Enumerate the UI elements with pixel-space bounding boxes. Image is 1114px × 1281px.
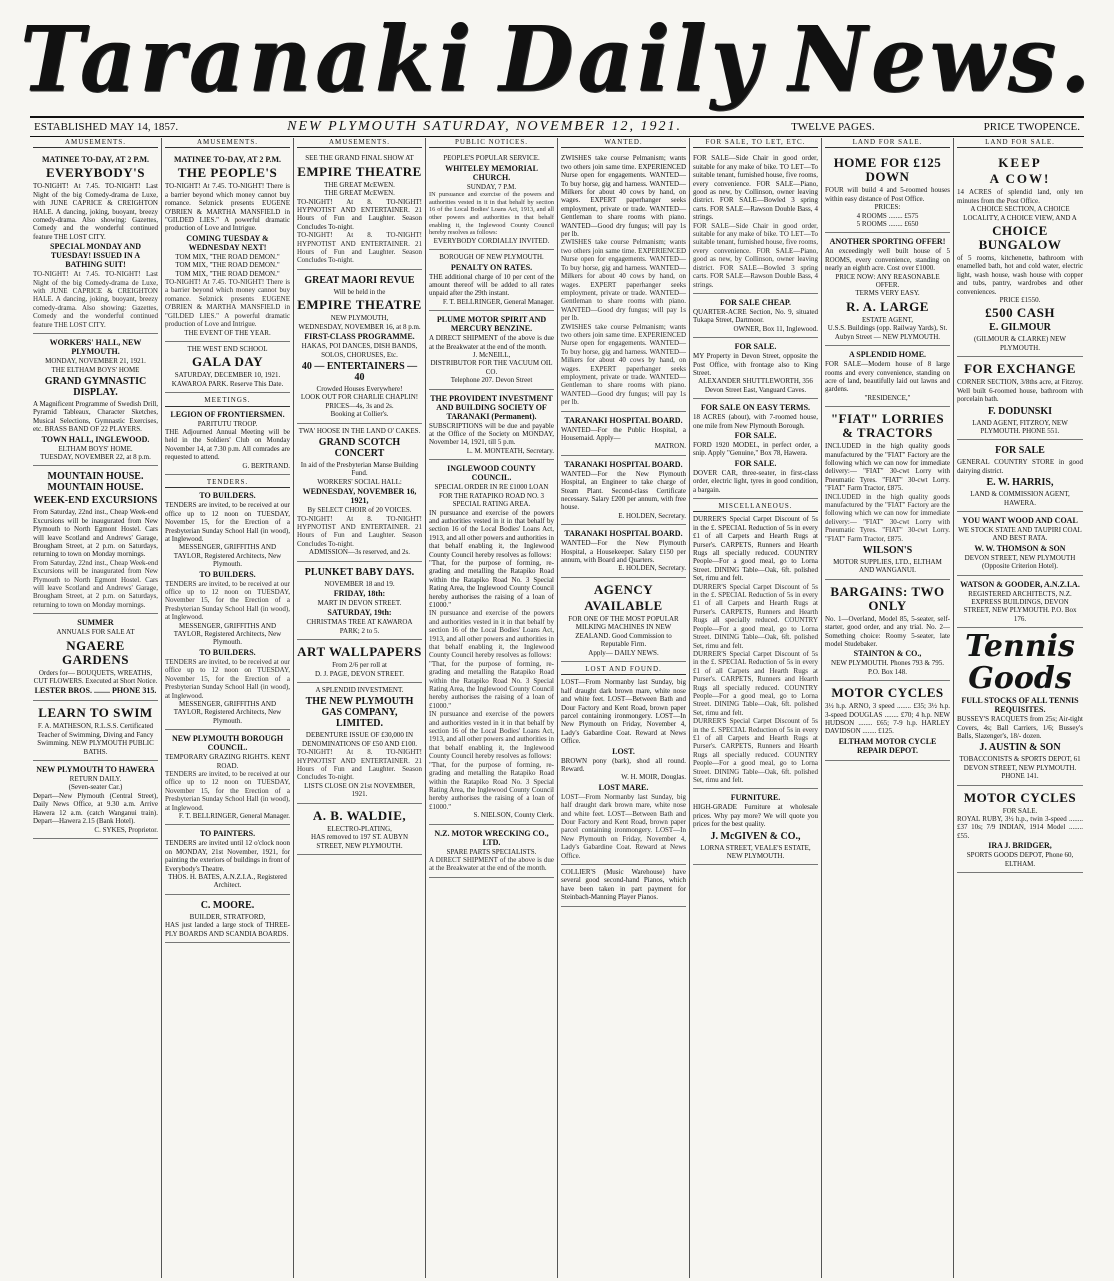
column-heading: LAND FOR SALE. — [957, 138, 1083, 148]
columns — [30, 138, 1090, 1278]
column-5 — [558, 138, 690, 1278]
column-heading: PUBLIC NOTICES. — [429, 138, 554, 148]
painters-notice: TO PAINTERS. TENDERS are invited until 12 o'clock noon on MONDAY, 21st November, 1921, for painting the exteriors of buildings in front of Everybody's Theatre. THOS. H. BATES, A.N.Z.I.A., Registered Architect. — [165, 825, 290, 894]
sale-cheap: FOR SALE CHEAP. QUARTER-ACRE Section, No. 9, situated Tukapa Street, Dartmoor. OWNER, Box 11, Inglewood. — [693, 294, 818, 338]
maori-revue-ad: GREAT MAORI REVUE Will be held in the EMPIRE THEATRE NEW PLYMOUTH, WEDNESDAY, NOVEMBER 16, at 8 p.m. FIRST-CLASS PROGRAMME. HAKAS, POI DANCES, DISH BANDS, SOLOS, CHORUSES, Etc. 40 — ENTERTAINERS — 40 Crowded Houses Everywhere! LOOK OUT FOR CHARLIE CHAPLIN! PRICES—4s, 3s and 2s. Booking at Collier's. — [297, 270, 422, 424]
page-count: TWELVE PAGES. — [791, 121, 875, 133]
splendid-home: A SPLENDID HOME. FOR SALE—Modern house of 8 large rooms and every convenience, standing on acre of land, beautifully laid out lawns and gardens. "RESIDENCE," — [825, 346, 950, 407]
masthead-word-2: Daily — [498, 6, 765, 113]
devon-property: FOR SALE. MY Property in Devon Street, opposite the Post Office, with frontage also to King Street. ALEXANDER SHUTTLEWORTH, 356 Devon Street East, Vanguard Caves. — [693, 338, 818, 399]
hospital-notice-2: TARANAKI HOSPITAL BOARD. WANTED—For the New Plymouth Hospital, an Engineer to take charge of Steam Plant. Second-class Certificate necessary. Salary £200 per annum, with free house. E. HOLDEN, Secretary. — [561, 456, 686, 525]
peoples-ad: MATINEE TO-DAY, AT 2 P.M. THE PEOPLE'S TO-NIGHT! At 7.45. TO-NIGHT! There is a barrier beyond which money cannot buy romance. Selznick presents EUGENE O'BRIEN & MARTHA MANSFIELD in "GILDED LIES." A powerful dramatic production of Love and Intrigue. COMING TUESDAY & WEDNESDAY NEXT! TOM MIX, "THE ROAD DEMON." TOM MIX, "THE ROAD DEMON." TOM MIX, "THE ROAD DEMON." TO-NIGHT! At 7.45. TO-NIGHT! There is a barrier beyond which money cannot buy romance. Selznick presents EUGENE O'BRIEN & MARTHA MANSFIELD in "GILDED LIES." A powerful dramatic production of Love and Intrigue. THE EVENT OF THE YEAR. — [165, 151, 290, 342]
county-council-notice: INGLEWOOD COUNTY COUNCIL. SPECIAL ORDER IN RE £1000 LOAN FOR THE RATAPIKO ROAD NO. 3 SPECIAL RATING AREA. IN pursuance and exercise of the powers and authorities vested in it in that behalf by section 16 of the Local Bodies' Loans Act, 1913, and all other powers and authorities in that behalf enabling it, the Inglewood County Council hereby resolves as follows: "That, for the purpose of forming, re-grading and metalling the Ratapiko Road within the Ratapiko Road No. 3 Special Rating Area, the Inglewood County Council hereby authorises the raising of a loan of £1000." IN pursuance and exercise of the powers and authorities vested in it in that behalf by section 16 of the Local Bodies' Loans Act, 1913, and all other powers and authorities in that behalf enabling it, the Inglewood County Council hereby resolves as follows: "That, for the purpose of forming, re-grading and metalling the Ratapiko Road within the Ratapiko Road No. 3 Special Rating Area, the Inglewood County Council hereby authorises the raising of a loan of £1000." IN pursuance and exercise of the powers and authorities vested in it in that behalf by section 16 of the Local Bodies' Loans Act, 1913, and all other powers and authorities in that behalf enabling it, the Inglewood County Council hereby resolves as follows: "That, for the purpose of forming, re-grading and metalling the Ratapiko Road within the Ratapiko Road No. 3 Special Rating Area, the Inglewood County Council hereby authorises the raising of a loan of £1000." S. NIELSON, County Clerk. — [429, 460, 554, 824]
moore-builder-ad: C. MOORE. BUILDER, STRATFORD, HAS just landed a large stock of THREE-PLY BOARDS AND SCANDIA BOARDS. — [165, 895, 290, 943]
everybodys-ad: MATINEE TO-DAY, AT 2 P.M. EVERYBODY'S TO-NIGHT! At 7.45. TO-NIGHT! Last Night of the big Comedy-drama de Luxe, with JUNE CAPRICE & CREIGHTON HALE. A dancing, joking, buoyant, breezy comedy-drama. Also showing: Gazettes, Comedy and the wonderful continued feature THE LOST CITY. SPECIAL MONDAY AND TUESDAY! ISSUED IN A BATHING SUIT! TO-NIGHT! At 7.45. TO-NIGHT! Last Night of the big Comedy-drama de Luxe, with JUNE CAPRICE & CREIGHTON HALE. A dancing, joking, buoyant, breezy comedy-drama. Also showing: Gazettes, Comedy and the wonderful continued feature THE LOST CITY. — [33, 151, 158, 334]
column-heading: AMUSEMENTS. — [297, 138, 422, 148]
column-heading: WANTED. — [561, 138, 686, 148]
established: ESTABLISHED MAY 14, 1857. — [34, 121, 179, 133]
dateline — [30, 116, 1084, 137]
column-1 — [30, 138, 162, 1278]
miscellaneous: MISCELLANEOUS. DURRER'S Special Carpet Discount of 5s in the £. SPECIAL Reduction of 5s in every £1 of all Carpets and Hearth Rugs at Purser's. CARPETS, Runners and Hearth Rugs all specially reduced. COUNTRY People—For a good meal, go to Lorna Street. DINING Table—Oak, 6ft. polished Set, rimu and felt. DURRER'S Special Carpet Discount of 5s in the £. SPECIAL Reduction of 5s in every £1 of all Carpets and Hearth Rugs at Purser's. CARPETS, Runners and Hearth Rugs all specially reduced. COUNTRY People—For a good meal, go to Lorna Street. DINING Table—Oak, 6ft. polished Set, rimu and felt. DURRER'S Special Carpet Discount of 5s in the £. SPECIAL Reduction of 5s in every £1 of all Carpets and Hearth Rugs at Purser's. CARPETS, Runners and Hearth Rugs all specially reduced. COUNTRY People—For a good meal, go to Lorna Street. DINING Table—Oak, 6ft. polished Set, rimu and felt. DURRER'S Special Carpet Discount of 5s in the £. SPECIAL Reduction of 5s in every £1 of all Carpets and Hearth Rugs at Purser's. CARPETS, Runners and Hearth Rugs all specially reduced. COUNTRY People—For a good meal, go to Lorna Street. DINING Table—Oak, 6ft. polished Set, rimu and felt. — [693, 499, 818, 789]
hospital-notice-3: TARANAKI HOSPITAL BOARD. WANTED—For the New Plymouth Hospital, a Housekeeper. Salary £150 per annum, with Board and Quarters. E. HOLDEN, Secretary. — [561, 525, 686, 578]
agency-ad: AGENCY AVAILABLE FOR ONE OF THE MOST POPULAR MILKING MACHINES IN NEW ZEALAND. Good Commission to Reputable Firm. Apply— DAILY NEWS. — [561, 578, 686, 662]
column-heading: AMUSEMENTS. — [33, 138, 158, 148]
wanted-classifieds: ZWISHES take course Pelmanism; wants two others join same time. EXPERIENCED Nurse open for engagements. WANTED—To buy horse, gig and harness. WANTED—Milkers for about 40 cows by hand, on wages. EXPERT paperhanger seeks employment, private or trade. WANTED—Gentleman to share rooms with piano. WANTED—Good dry fungus; will pay 1s per lb. ZWISHES take course Pelmanism; wants two others join same time. EXPERIENCED Nurse open for engagements. WANTED—To buy horse, gig and harness. WANTED—Milkers for about 40 cows by hand, on wages. EXPERT paperhanger seeks employment, private or trade. WANTED—Gentleman to share rooms with piano. WANTED—Good dry fungus; will pay 1s per lb. ZWISHES take course Pelmanism; wants two others join same time. EXPERIENCED Nurse open for engagements. WANTED—To buy horse, gig and harness. WANTED—Milkers for about 40 cows by hand, on wages. EXPERT paperhanger seeks employment, private or trade. WANTED—Gentleman to share rooms with piano. WANTED—Good dry fungus; will pay 1s per lb. — [561, 151, 686, 411]
sale-classifieds: FOR SALE—Side Chair in good order, suitable for any make of bike. TO LET—To suitable tenant, furnished house, five rooms, every convenience. FOR SALE—Piano, good as new, by Collinson, owner leaving district. FOR SALE—Bowled 3 spring carts. FOR SALE—Rawson Double Bass, 4 strings. FOR SALE—Side Chair in good order, suitable for any make of bike. TO LET—To suitable tenant, furnished house, five rooms, every convenience. FOR SALE—Piano, good as new, by Collinson, owner leaving district. FOR SALE—Bowled 3 spring carts. FOR SALE—Rawson Double Bass, 4 strings. — [693, 151, 818, 294]
motor-cycles-ad: MOTOR CYCLES 3½ h.p. ARNO, 3 speed ........ £35; 3½ h.p. 3-speed DOUGLAS ........ £70; 4 h.p. NEW HUDSON ........ £65; 7-9 h.p. HARLEY DAVIDSON ........ £125. ELTHAM MOTOR CYCLE REPAIR DEPOT. — [825, 681, 950, 761]
column-7 — [822, 138, 954, 1278]
motor-cycles-ad-2: MOTOR CYCLES FOR SALE. ROYAL RUBY, 3½ h.p., twin 3-speed ........ £37 10s; 7/9 INDIAN, 1914 Model ........ £55. IRA J. BRIDGER, SPORTS GOODS DEPOT, Phone 60, ELTHAM. — [957, 786, 1083, 873]
rates-notice: BOROUGH OF NEW PLYMOUTH. PENALTY ON RATES. THE additional charge of 10 per cent of the amount thereof will be added to all rates unpaid after the 29th instant. F. T. BELLRINGER, General Manager. — [429, 250, 554, 311]
borough-grazing-notice: NEW PLYMOUTH BOROUGH COUNCIL. TEMPORARY GRAZING RIGHTS. KENT ROAD. TENDERS are invited, to be received at our office up to 12 noon on TUESDAY, November 15, for the Erection of a Presbyterian Sunday School Hall (in wood), at Inglewood. F. T. BELLRINGER, General Manager. — [165, 730, 290, 825]
masthead-word-3: News. — [788, 6, 1094, 113]
hospital-notice-1: TARANAKI HOSPITAL BOARD. WANTED—For the Public Hospital, a Housemaid. Apply— MATRON. — [561, 412, 686, 456]
lost-and-found: LOST AND FOUND. LOST—From Normanby last Sunday, big half draught dark brown mare, white nose and white feet. LOST—Between Bath and Dour Factory and Kent Road, brown paper parcel containing ironmongery. LOST—In New Plymouth on Friday, November 4, Lady's Gabardine Coat. Reward at News Office. LOST. BROWN pony (bark), shod all round. Reward. W. H. MOIR, Douglas. LOST MARE. LOST—From Normanby last Sunday, big half draught dark brown mare, white nose and white feet. LOST—Between Bath and Dour Factory and Kent Road, brown paper parcel containing ironmongery. LOST—In New Plymouth on Friday, November 4, Lady's Gabardine Coat. Reward at News Office. — [561, 662, 686, 865]
scotch-concert-ad: TWA' HOOSE IN THE LAND O' CAKES. GRAND SCOTCH CONCERT In aid of the Presbyterian Manse Building Fund. WORKERS' SOCIAL HALL: WEDNESDAY, NOVEMBER 16, 1921, By SELECT CHOIR of 20 VOICES. TO-NIGHT! At 8. TO-NIGHT! HYPNOTIST AND ENTERTAINER. 21 Hours of Fun and Laughter. Season Concludes To-night. ADMISSION—3s reserved, and 2s. — [297, 424, 422, 562]
column-8 — [954, 138, 1086, 1278]
column-6 — [690, 138, 822, 1278]
gymnastic-ad: WORKERS' HALL, NEW PLYMOUTH. MONDAY, NOVEMBER 21, 1921. THE ELTHAM BOYS' HOME GRAND GYMNASTIC DISPLAY. A Magnificent Programme of Swedish Drill, Pyramid Tableaux, Character Sketches, Musical Selections, Gymnastic Exercises, etc. BRASS BAND OF 22 PLAYERS. TOWN HALL, INGLEWOOD. ELTHAM BOYS' HOME. TUESDAY, NOVEMBER 22, at 8 p.m. — [33, 334, 158, 466]
tenders-notice: TENDERS. TO BUILDERS. TENDERS are invited, to be received at our office up to 12 noon on TUESDAY, November 15, for the Erection of a Presbyterian Sunday School Hall (in wood), at Inglewood. MESSENGER, GRIFFITHS AND TAYLOR, Registered Architects, New Plymouth. TO BUILDERS. TENDERS are invited, to be received at our office up to 12 noon on TUESDAY, November 15, for the Erection of a Presbyterian Sunday School Hall (in wood), at Inglewood. MESSENGER, GRIFFITHS AND TAYLOR, Registered Architects, New Plymouth. TO BUILDERS. TENDERS are invited, to be received at our office up to 12 noon on TUESDAY, November 15, for the Erection of a Presbyterian Sunday School Hall (in wood), at Inglewood. MESSENGER, GRIFFITHS AND TAYLOR, Registered Architects, New Plymouth. — [165, 475, 290, 730]
column-3 — [294, 138, 426, 1278]
masthead-word-1: Taranaki — [20, 6, 476, 113]
keep-a-cow-ad: KEEP A COW! 14 ACRES of splendid land, only ten minutes from the Post Office. A CHOICE SECTION, A CHOICE LOCALITY, A CHOICE VIEW, AND A CHOICE BUNGALOW of 5 rooms, kitchenette, bathroom with enamelled bath, hot and cold water, electric light, wash house, wash house with copper and tubs, pantry, wardrobes and other conveniences. PRICE £1550. £500 CASH E. GILMOUR (GILMOUR & CLARKE) NEW PLYMOUTH. — [957, 151, 1083, 357]
art-wallpapers-ad: ART WALLPAPERS From 2/6 per roll at D. J. PAGE, DEVON STREET. — [297, 640, 422, 683]
ngaere-gardens-ad: SUMMER ANNUALS FOR SALE AT NGAERE GARDENS Orders for— BOUQUETS, WREATHS, CUT FLOWERS. Executed at Short Notice. LESTER BROS. ........ PHONE 315. — [33, 614, 158, 701]
price: PRICE TWOPENCE. — [983, 121, 1080, 133]
empire-mcewen-ad: SEE THE GRAND FINAL SHOW AT EMPIRE THEATRE THE GREAT McEWEN. THE GREAT McEWEN. TO-NIGHT! At 8. TO-NIGHT! HYPNOTIST AND ENTERTAINER. 21 Hours of Fun and Laughter. Season Concludes To-night. TO-NIGHT! At 8. TO-NIGHT! HYPNOTIST AND ENTERTAINER. 21 Hours of Fun and Laughter. Season Concludes To-night. — [297, 151, 422, 269]
plunket-ad: PLUNKET BABY DAYS. NOVEMBER 18 and 19. FRIDAY, 18th: MART IN DEVON STREET. SATURDAY, 19th: CHRISTMAS TREE AT KAWAROA PARK; 2 to 5. — [297, 562, 422, 641]
swim-ad: LEARN TO SWIM F. A. MATHESON, R.L.S.S. Certificated Teacher of Swimming, Diving and Fancy Swimming. NEW PLYMOUTH PUBLIC BATHS. — [33, 701, 158, 761]
meetings-notice: MEETINGS. LEGION OF FRONTIERSMEN. PARITUTU TROOP. THE Adjourned Annual Meeting will be held in the Soldiers' Club on Monday November 14, at 7.30 p.m. All comrades are requested to attend. G. BERTRAND. — [165, 393, 290, 475]
hawera-service-ad: NEW PLYMOUTH TO HAWERA RETURN DAILY. (Seven-seater Car.) Depart—New Plymouth (Central Street), Daily News Office, at 9.30 a.m. Arrive Hawera 12 a.m. (catch Wanganui train). Depart—Hawera 2.15 (Bank Hotel). C. SYKES, Proprietor. — [33, 761, 158, 839]
watson-architects-ad: WATSON & GOODER, A.N.Z.I.A. REGISTERED ARCHITECTS, N.Z. EXPRESS BUILDINGS, DEVON STREET, NEW PLYMOUTH. P.O. Box 176. — [957, 576, 1083, 629]
provident-notice: THE PROVIDENT INVESTMENT AND BUILDING SOCIETY OF TARANAKI (Permanent). SUBSCRIPTIONS will be due and payable at the Office of the Society on MONDAY, November 14, 1921, till 5 p.m. L. M. MONTEATH, Secretary. — [429, 390, 554, 461]
mountain-house-ad: MOUNTAIN HOUSE. MOUNTAIN HOUSE. WEEK-END EXCURSIONS From Saturday, 22nd inst., Cheap Week-end Excursions will be inaugurated from New Plymouth to North Egmont Hostel. Cars will leave Scotland and Andrews' Garage, Brougham Street, at 2 p.m. on Saturdays, returning to town on Monday mornings. From Saturday, 22nd inst., Cheap Week-end Excursions will be inaugurated from New Plymouth to North Egmont Hostel. Cars will leave Scotland and Andrews' Garage, Brougham Street, at 2 p.m. on Saturdays, returning to town on Monday mornings. — [33, 466, 158, 614]
gala-day-ad: THE WEST END SCHOOL GALA DAY SATURDAY, DECEMBER 10, 1921. KAWAROA PARK. Reserve This Date. — [165, 342, 290, 393]
fiat-ad: "FIAT" LORRIES & TRACTORS INCLUDED in the high quality goods manufactured by the "FIAT" Factory are the following which we can now for immediate delivery:— "FIAT" 30-cwt Lorry with Pneumatic Tyres. "FIAT" 30-cwt Lorry. "FIAT" Farm Tractor, £875. INCLUDED in the high quality goods manufactured by the "FIAT" Factory are the following which we can now for immediate delivery:— "FIAT" 30-cwt Lorry with Pneumatic Tyres. "FIAT" 30-cwt Lorry. "FIAT" Farm Tractor, £875. WILSON'S MOTOR SUPPLIES, LTD., ELTHAM AND WANGANUI. — [825, 407, 950, 580]
wood-coal-ad: YOU WANT WOOD AND COAL WE STOCK STATE AND TAUPIRI COAL AND BEST RATA. W. W. THOMSON & SON DEVON STREET, NEW PLYMOUTH (Opposite Criterion Hotel). — [957, 512, 1083, 576]
column-heading: FOR SALE, TO LET, ETC. — [693, 138, 818, 148]
column-2 — [162, 138, 294, 1278]
motor-wrecking-ad: N.Z. MOTOR WRECKING CO., LTD. SPARE PARTS SPECIALISTS. A DIRECT SHIPMENT of the above is due at the Breakwater at the end of the month. — [429, 825, 554, 878]
waldie-ad: A. B. WALDIE, ELECTRO-PLATING, HAS removed to 197 ST. AUBYN STREET, NEW PLYMOUTH. — [297, 804, 422, 855]
church-notice: PEOPLE'S POPULAR SERVICE. WHITELEY MEMORIAL CHURCH. SUNDAY, 7 P.M. IN pursuance and exercise of the powers and authorities vested in it in that behalf by section 16 of the Local Bodies' Loans Act, 1913, and all other powers and authorities in that behalf enabling it, the Inglewood County Council hereby resolves as follows: EVERYBODY CORDIALLY INVITED. — [429, 151, 554, 250]
issue-date: NEW PLYMOUTH SATURDAY, NOVEMBER 12, 1921. — [287, 119, 683, 134]
masthead — [0, 0, 1114, 120]
sporting-offer: ANOTHER SPORTING OFFER! An exceedingly well built house of 5 ROOMS, every convenience, standing on nearly an eighth acre. Cost over £1000. PRICE NOW: ANY REASONABLE OFFER. TERMS VERY EASY. R. A. LARGE ESTATE AGENT, U.S.S. Buildings (opp. Railway Yards), St. Aubyn Street — NEW PLYMOUTH. — [825, 233, 950, 346]
tennis-goods-ad: Tennis Goods FULL STOCKS OF ALL TENNIS REQUISITES. BUSSEY'S RACQUETS from 25s; Air-tight Covers, 4s; Ball Carriers, 1/6; Bussey's Balls, Slazenger's, 18/- dozen. J. AUSTIN & SON TOBACCONISTS & SPORTS DEPOT, 61 DEVON STREET, NEW PLYMOUTH. PHONE 141. — [957, 628, 1083, 785]
column-heading: LAND FOR SALE. — [825, 138, 950, 148]
column-4 — [426, 138, 558, 1278]
furniture-ad: FURNITURE. HIGH-GRADE Furniture at wholesale prices. Why pay more? We will quote you prices for the best quality. J. McGIVEN & CO., LORNA STREET, VEALE'S ESTATE, NEW PLYMOUTH. — [693, 789, 818, 865]
column-heading: AMUSEMENTS. — [165, 138, 290, 148]
plume-ad: PLUME MOTOR SPIRIT AND MERCURY BENZINE. A DIRECT SHIPMENT of the above is due at the Breakwater at the end of the month. J. McNEILL, DISTRIBUTOR FOR THE VACUUM OIL CO. Telephone 207. Devon Street — [429, 311, 554, 389]
bargains-ad: BARGAINS: TWO ONLY No. 1—Overland, Model 85, 5-seater, self-starter, good order, and any trial. No. 2—Something choice: Roomy 5-seater, late model Studebaker. STAINTON & CO., NEW PLYMOUTH. Phones 793 & 795. P.O. Box 148. — [825, 580, 950, 681]
collier-ad: COLLIER'S (Music Warehouse) have several good second-hand Pianos, which have been taken in part payment for Steinbach-Manning Player Pianos. — [561, 865, 686, 907]
country-store-ad: FOR SALE GENERAL COUNTRY STORE in good dairying district. E. W. HARRIS, LAND & COMMISSION AGENT, HAWERA. — [957, 440, 1083, 512]
easy-terms: FOR SALE ON EASY TERMS. 18 ACRES (about), with 7-roomed house, one mile from New Plymouth Borough. FOR SALE. FORD 1920 MODEL, in perfect order, a snip. Apply "Genuine," Box 78, Hawera. FOR SALE. DOVER CAR, three-seater, in first-class order, electric light, tyres in good condition, a bargain. — [693, 399, 818, 499]
home-offer: HOME FOR £125 DOWN FOUR will build 4 and 5-roomed houses within easy distance of Post Office. PRICES: 4 ROOMS ........ £575 5 ROOMS ........ £650 — [825, 151, 950, 233]
gas-company-ad: A SPLENDID INVESTMENT. THE NEW PLYMOUTH GAS COMPANY, LIMITED. DEBENTURE ISSUE OF £30,000 IN DENOMINATIONS OF £50 AND £100. TO-NIGHT! At 8. TO-NIGHT! HYPNOTIST AND ENTERTAINER. 21 Hours of Fun and Laughter. Season Concludes To-night. LISTS CLOSE ON 21st NOVEMBER, 1921. — [297, 683, 422, 804]
exchange-ad: FOR EXCHANGE CORNER SECTION, 3/8ths acre, at Fitzroy. Well built 6-roomed house, bathroom with porcelain bath. F. DODUNSKI LAND AGENT, FITZROY, NEW PLYMOUTH. PHONE 551. — [957, 357, 1083, 440]
